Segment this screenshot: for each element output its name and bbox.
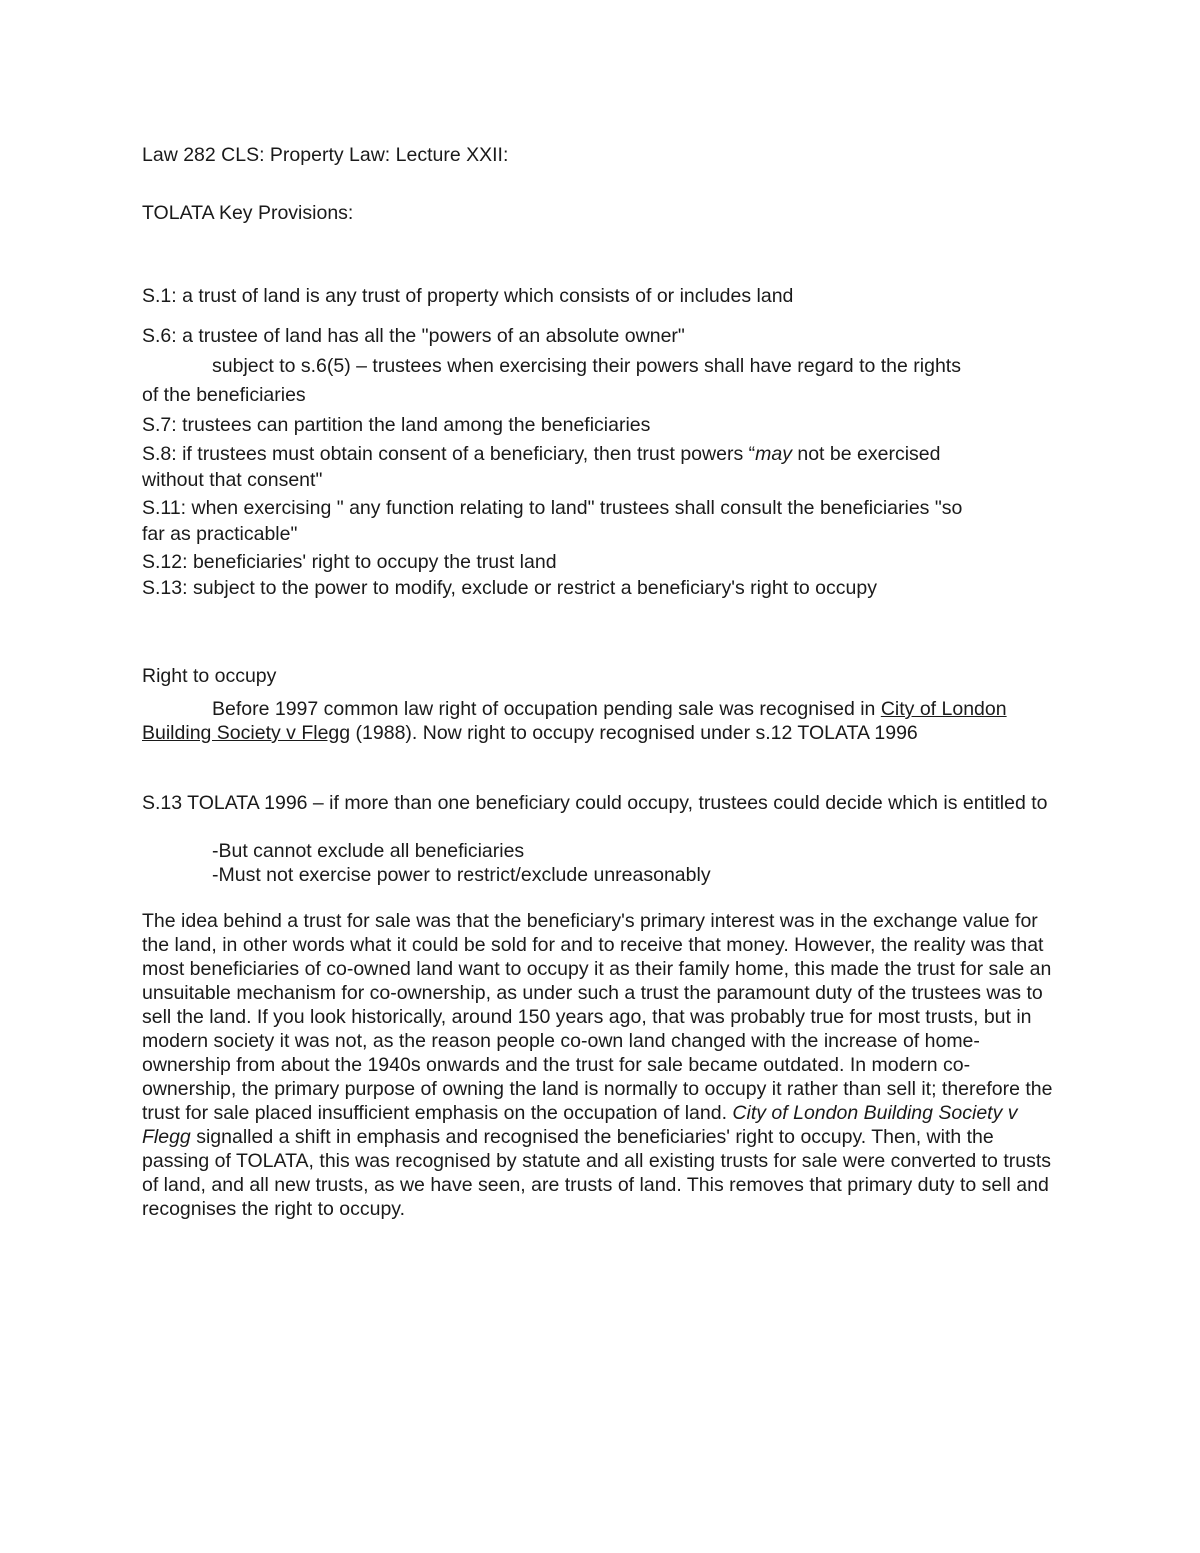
right-to-occupy-pre: Before 1997 common law right of occupation pending sale was recognised in: [212, 698, 881, 720]
closing-part2: signalled a shift in emphasis and recognised the beneficiaries' right to occupy. Then, with the passing of TOLATA, this was recognised by statute and all existing trusts for sale were converted to trusts of land, and all new trusts, as we have seen, are trusts of land. This removes that primary duty to sell and recognises the right to occupy.: [142, 1126, 1051, 1220]
provision-s8-line1: [142, 442, 940, 466]
provision-s6: S.6: a trustee of land has all the "powers of an absolute owner": [142, 325, 685, 347]
case-name-link: City of London Building Society v Flegg: [142, 698, 1007, 744]
provision-s7: S.7: trustees can partition the land among the beneficiaries: [142, 414, 651, 436]
provision-s6-sub-line1: subject to s.6(5) – trustees when exercising their powers shall have regard to the rights: [212, 355, 961, 377]
closing-part1: The idea behind a trust for sale was that the beneficiary's primary interest was in the exchange value for the land, in other words what it could be sold for and to receive that money. However, the reality was that most beneficiaries of co-owned land want to occupy it as their family home, this made the trust for sale an unsuitable mechanism for co-ownership, as under such a trust the paramount duty of the trustees was to sell the land. If you look historically, around 150 years ago, that was probably true for most trusts, but in modern society it was not, as the reason people co-own land changed with the increase of home-ownership from about the 1940s onwards and the trust for sale became outdated. In modern co-ownership, the primary purpose of owning the land is normally to occupy it rather than sell it; therefore the trust for sale placed insufficient emphasis on the occupation of land.: [142, 910, 1053, 1124]
right-to-occupy-heading: Right to occupy: [142, 665, 277, 687]
provision-s12: S.12: beneficiaries' right to occupy the trust land: [142, 551, 557, 573]
s13-tolata-paragraph: S.13 TOLATA 1996 – if more than one beneficiary could occupy, trustees could decide which is entitled to: [142, 792, 1048, 814]
provision-s1: S.1: a trust of land is any trust of property which consists of or includes land: [142, 285, 794, 307]
right-to-occupy-post: (1988). Now right to occupy recognised under s.12 TOLATA 1996: [350, 722, 918, 744]
provision-s11-line2: far as practicable": [142, 523, 298, 545]
provision-s13: S.13: subject to the power to modify, exclude or restrict a beneficiary's right to occupy: [142, 577, 877, 599]
provision-s6-sub-line2: of the beneficiaries: [142, 384, 306, 406]
document-title: Law 282 CLS: Property Law: Lecture XXII:: [142, 144, 509, 166]
closing-paragraph: [142, 909, 1057, 1221]
bullet-cannot-exclude: -But cannot exclude all beneficiaries: [212, 840, 525, 862]
provision-s8-pre: S.8: if trustees must obtain consent of a beneficiary, then trust powers “: [142, 443, 756, 465]
closing-case-italic: City of London Building Society v Flegg: [142, 1102, 1018, 1148]
section-heading: TOLATA Key Provisions:: [142, 202, 354, 224]
provision-s8-line2: without that consent": [142, 469, 323, 491]
provision-s8-emphasis: may: [755, 443, 792, 465]
right-to-occupy-paragraph: [142, 697, 1057, 745]
provision-s11-line1: S.11: when exercising " any function relating to land" trustees shall consult the beneficiaries "so: [142, 497, 963, 519]
bullet-must-not-exercise: -Must not exercise power to restrict/exclude unreasonably: [212, 864, 711, 886]
provision-s8-post: not be exercised: [791, 443, 941, 465]
